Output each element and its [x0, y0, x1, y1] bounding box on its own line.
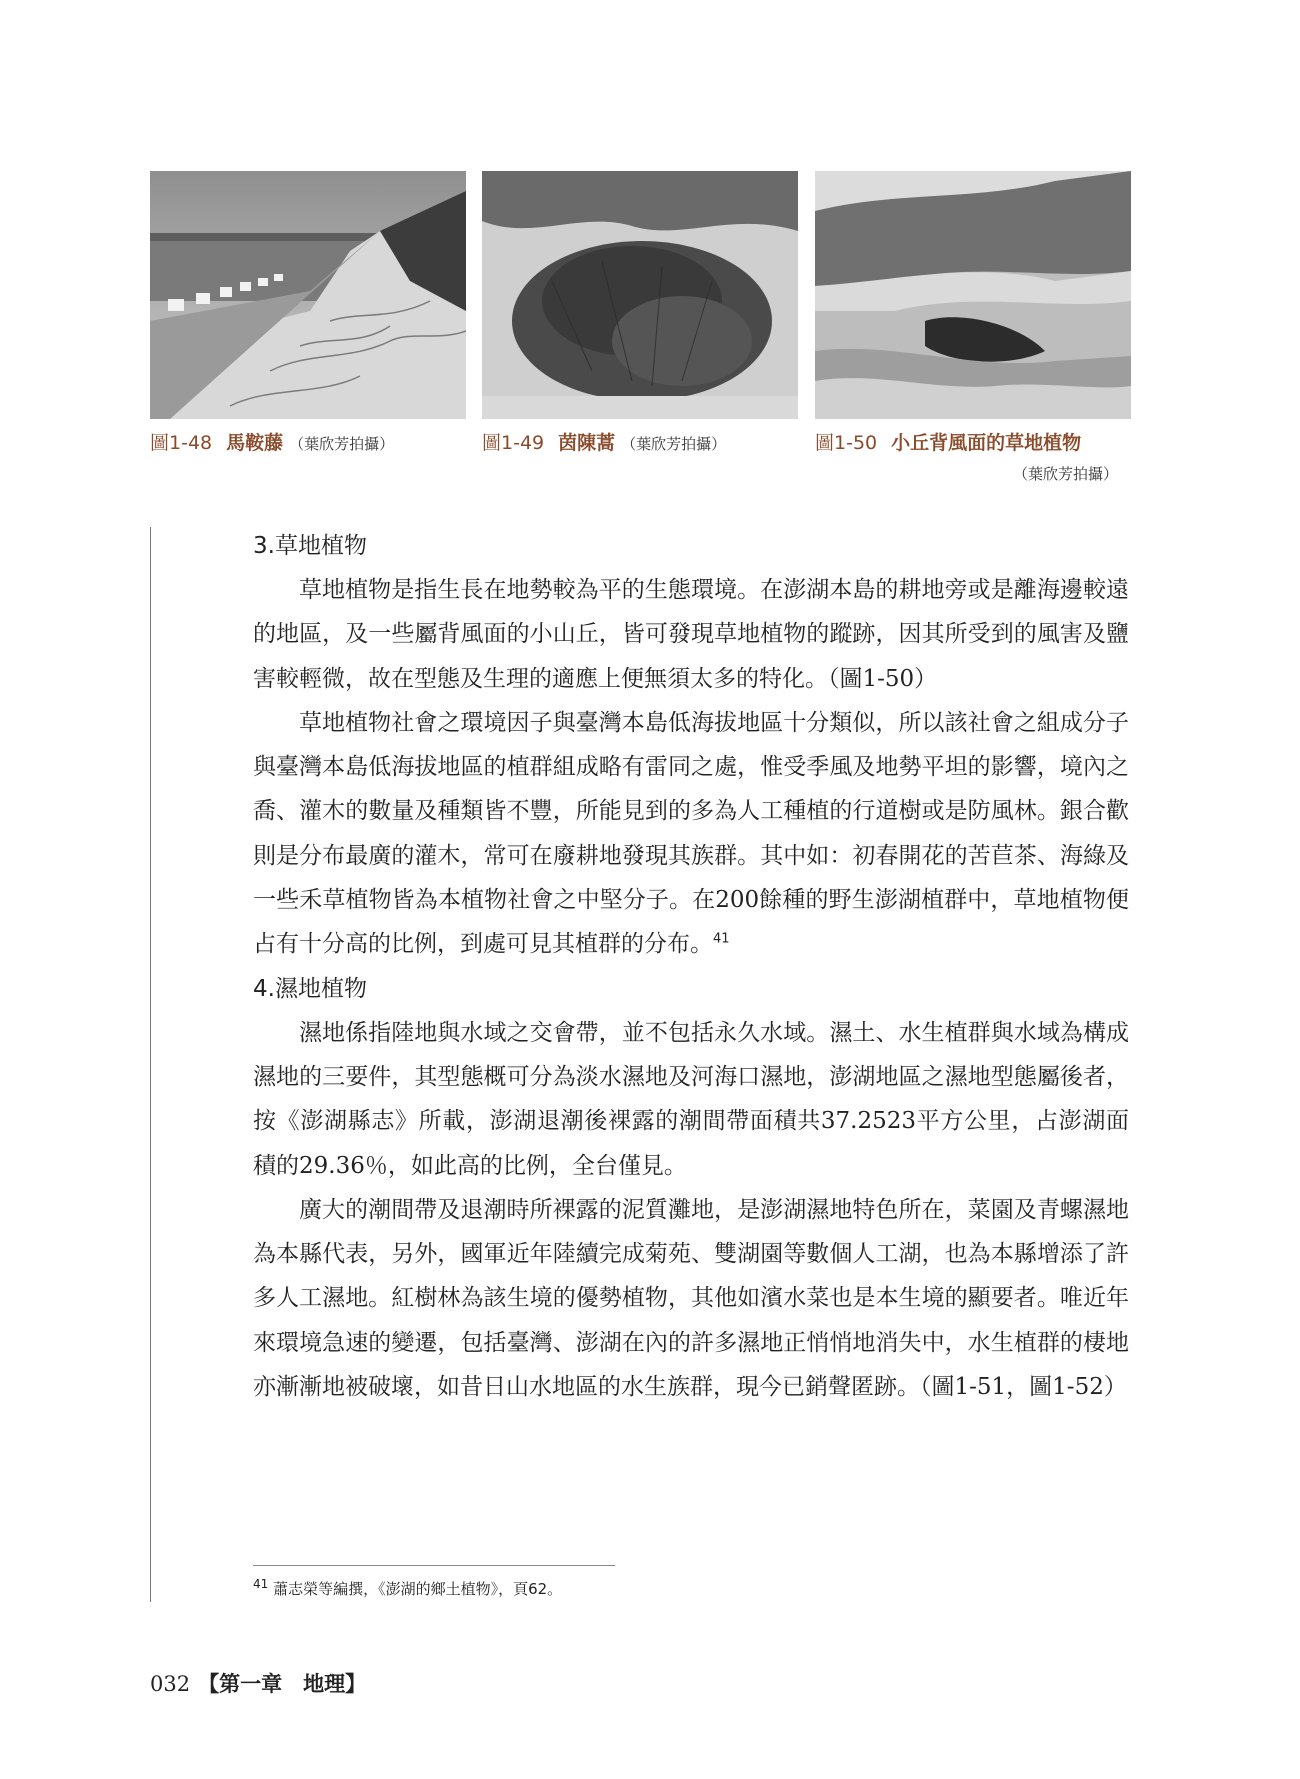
- figure-photo-1-49: [482, 171, 798, 419]
- figure-photo-1-48: [150, 171, 466, 419]
- footnote-number: 41: [253, 1577, 269, 1591]
- page-footer: [150, 1668, 366, 1698]
- figure-name: 小丘背風面的草地植物: [891, 432, 1082, 454]
- paragraph: [253, 701, 1129, 967]
- footnote: [253, 1578, 562, 1599]
- paragraph: 濕地係指陸地與水域之交會帶，並不包括永久水域。濕土、水生植群與水域為構成濕地的三要件，其型態概可分為淡水濕地及河海口濕地，澎湖地區之濕地型態屬後者，按《澎湖縣志》所載，澎湖退潮後裸露的潮間帶面積共37.2523平方公里，占澎湖面積的29.36％，如此高的比例，全台僅見。: [253, 1019, 1129, 1179]
- footnote-reference[interactable]: 41: [713, 931, 730, 947]
- figure-name: 茵陳蒿: [558, 432, 616, 454]
- page-number: 032: [150, 1672, 191, 1696]
- figure-name: 馬鞍藤: [226, 432, 284, 454]
- footnote-text: 蕭志榮等編撰，《澎湖的鄉土植物》，頁62。: [273, 1580, 563, 1598]
- margin-rule: [150, 527, 151, 1602]
- figure-photo-1-50: [815, 171, 1131, 419]
- figure-caption-1-50: [815, 428, 1081, 455]
- figure-caption-1-48: [150, 428, 394, 455]
- figure-number: 圖1-48: [150, 432, 213, 454]
- paragraph-text: 草地植物社會之環境因子與臺灣本島低海拔地區十分類似，所以該社會之組成分子與臺灣本島低海拔地區的植群組成略有雷同之處，惟受季風及地勢平坦的影響，境內之喬、灌木的數量及種類皆不豐，所能見到的多為人工種植的行道樹或是防風林。銀合歡則是分布最廣的灌木，常可在廢耕地發現其族群。其中如：初春開花的苦苣茶、海綠及一些禾草植物皆為本植物社會之中堅分子。在200餘種的野生澎湖植群中，草地植物便占有十分高的比例，到處可見其植群的分布。: [253, 709, 1129, 958]
- paragraph: 草地植物是指生長在地勢較為平的生態環境。在澎湖本島的耕地旁或是離海邊較遠的地區，及一些屬背風面的小山丘，皆可發現草地植物的蹤跡，因其所受到的風害及鹽害較輕微，故在型態及生理的適應上便無須太多的特化。（圖1-50）: [253, 577, 1129, 692]
- section-heading: 3.草地植物: [253, 533, 367, 559]
- chapter-title: 【第一章 地理】: [198, 1671, 367, 1696]
- figure-number: 圖1-49: [482, 432, 545, 454]
- figure-credit: （葉欣芳拍攝）: [289, 435, 395, 453]
- footnote-rule: [253, 1565, 615, 1566]
- figure-number: 圖1-50: [815, 432, 878, 454]
- figure-credit: （葉欣芳拍攝）: [621, 435, 727, 453]
- section-heading: 4.濕地植物: [253, 975, 367, 1002]
- figure-caption-1-49: [482, 428, 726, 455]
- paragraph: 廣大的潮間帶及退潮時所裸露的泥質灘地，是澎湖濕地特色所在，菜園及青螺濕地為本縣代表，另外，國軍近年陸續完成菊苑、雙湖園等數個人工湖，也為本縣增添了許多人工濕地。紅樹林為該生境的優勢植物，其他如濱水菜也是本生境的顯要者。唯近年來環境急速的變遷，包括臺灣、澎湖在內的許多濕地正悄悄地消失中，水生植群的棲地亦漸漸地被破壞，如昔日山水地區的水生族群，現今已銷聲匿跡。（圖1-51，圖1-52）: [253, 1196, 1129, 1401]
- figure-credit: （葉欣芳拍攝）: [1012, 465, 1118, 483]
- body-text: [253, 524, 1129, 1409]
